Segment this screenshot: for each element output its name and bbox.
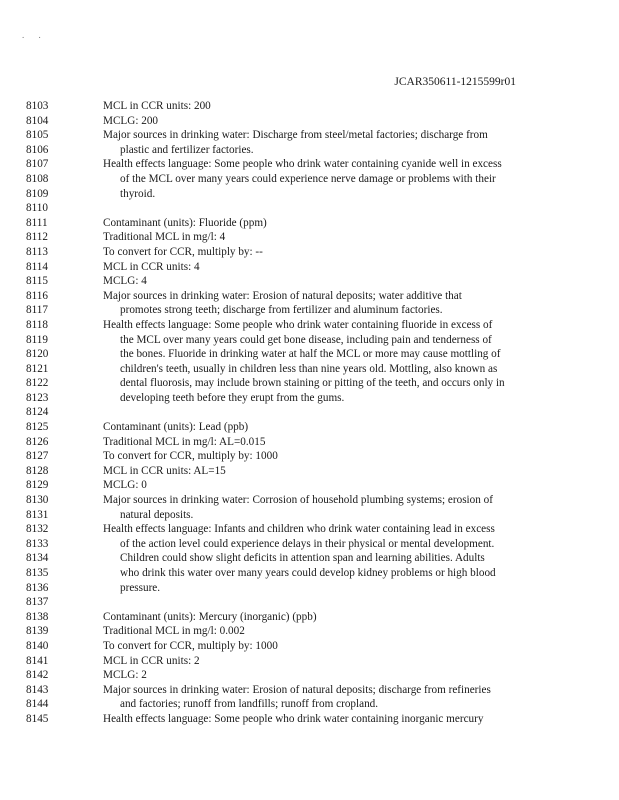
- text-line: [0, 318, 619, 333]
- text-line: [0, 289, 619, 304]
- line-number: 8114: [26, 260, 48, 273]
- line-number: 8103: [26, 100, 49, 112]
- line-number: 8122: [26, 377, 49, 390]
- text-line: [0, 391, 619, 406]
- text-line: [0, 668, 619, 683]
- line-number: 8144: [26, 698, 49, 711]
- text-line: [0, 333, 619, 348]
- line-text: Health effects language: Some people who drink water containing cyanide well in excess: [103, 158, 502, 171]
- text-line: [0, 157, 619, 172]
- line-text: of the MCL over many years could experience nerve damage or problems with their: [120, 172, 496, 185]
- text-line: [0, 187, 619, 202]
- line-text: MCLG: 4: [103, 275, 147, 288]
- text-line: [0, 639, 619, 654]
- line-text: Health effects language: Some people who drink water containing fluoride in excess of: [103, 318, 493, 331]
- line-number: 8140: [26, 639, 49, 652]
- line-text: To convert for CCR, multiply by: --: [103, 245, 263, 258]
- text-line: [0, 128, 619, 143]
- line-text: Major sources in drinking water: Erosion of natural deposits; water additive that: [103, 289, 462, 302]
- text-line: [0, 143, 619, 158]
- text-line: [0, 478, 619, 493]
- text-line: [0, 274, 619, 289]
- line-number: 8137: [26, 596, 49, 609]
- line-text: MCLG: 200: [103, 114, 159, 127]
- text-line: [0, 405, 619, 420]
- text-line: [0, 566, 619, 581]
- line-text: Health effects language: Infants and children who drink water containing lead in excess: [103, 523, 495, 536]
- line-number: 8127: [26, 450, 49, 463]
- line-text: the MCL over many years could get bone disease, including pain and tenderness of: [120, 333, 492, 346]
- text-line: [0, 99, 619, 114]
- line-text: children's teeth, usually in children less than nine years old. Mottling, also known as: [120, 362, 498, 375]
- line-number: 8113: [26, 245, 48, 258]
- line-number: 8139: [26, 625, 49, 638]
- line-text: Major sources in drinking water: Discharge from steel/metal factories; discharge from: [103, 129, 488, 142]
- line-number: 8123: [26, 391, 49, 404]
- line-number: 8130: [26, 494, 49, 507]
- line-text: MCL in CCR units: 4: [103, 260, 200, 273]
- text-line: [0, 493, 619, 508]
- line-text: To convert for CCR, multiply by: 1000: [103, 639, 278, 652]
- line-number: 8104: [26, 114, 49, 127]
- line-text: MCLG: 0: [103, 479, 147, 492]
- line-text: natural deposits.: [120, 508, 194, 521]
- line-number: 8124: [26, 406, 49, 419]
- line-text: Contaminant (units): Lead (ppb): [103, 421, 249, 434]
- text-line: [0, 610, 619, 625]
- line-number: 8118: [26, 318, 48, 331]
- line-number: 8109: [26, 187, 49, 200]
- text-line: [0, 303, 619, 318]
- text-line: [0, 435, 619, 450]
- line-number: 8134: [26, 552, 49, 565]
- text-line: [0, 654, 619, 669]
- line-text: the bones. Fluoride in drinking water at half the MCL or more may cause mottling of: [120, 348, 501, 361]
- line-number: 8136: [26, 581, 49, 594]
- line-text: who drink this water over many years could develop kidney problems or high blood: [120, 567, 496, 579]
- line-text: MCL in CCR units: AL=15: [103, 464, 226, 477]
- line-text: developing teeth before they erupt from the gums.: [120, 391, 345, 404]
- line-number: 8115: [26, 275, 48, 288]
- line-text: Traditional MCL in mg/l: AL=0.015: [103, 435, 266, 448]
- text-line: [0, 201, 619, 216]
- line-number: 8110: [26, 202, 48, 215]
- text-line: [0, 347, 619, 362]
- text-line: [0, 595, 619, 610]
- text-line: [0, 260, 619, 275]
- line-number: 8125: [26, 421, 49, 434]
- text-line: [0, 522, 619, 537]
- line-number: 8119: [26, 333, 48, 346]
- text-line: [0, 376, 619, 391]
- line-text: Contaminant (units): Fluoride (ppm): [103, 216, 267, 229]
- line-text: promotes strong teeth; discharge from fertilizer and aluminum factories.: [120, 304, 443, 317]
- line-number: 8117: [26, 304, 48, 317]
- line-number: 8128: [26, 464, 49, 477]
- line-number: 8142: [26, 669, 49, 682]
- line-number: 8108: [26, 172, 49, 185]
- corner-mark: . .: [22, 30, 47, 40]
- text-line: [0, 683, 619, 698]
- document-body: [0, 99, 619, 727]
- text-line: [0, 712, 619, 727]
- line-text: To convert for CCR, multiply by: 1000: [103, 450, 278, 463]
- line-number: 8138: [26, 610, 49, 623]
- line-text: MCLG: 2: [103, 669, 147, 682]
- line-text: Major sources in drinking water: Erosion of natural deposits; discharge from refineries: [103, 683, 491, 696]
- line-number: 8126: [26, 435, 49, 448]
- text-line: [0, 230, 619, 245]
- text-line: [0, 537, 619, 552]
- line-number: 8120: [26, 348, 49, 361]
- text-line: [0, 172, 619, 187]
- line-number: 8106: [26, 143, 49, 156]
- line-number: 8112: [26, 231, 48, 244]
- line-number: 8143: [26, 683, 49, 696]
- line-text: of the action level could experience delays in their physical or mental development.: [120, 537, 495, 550]
- text-line: [0, 551, 619, 566]
- text-line: [0, 508, 619, 523]
- line-number: 8132: [26, 523, 49, 536]
- line-number: 8107: [26, 158, 49, 171]
- line-text: MCL in CCR units: 200: [103, 100, 211, 112]
- text-line: [0, 216, 619, 231]
- line-text: Contaminant (units): Mercury (inorganic) (ppb): [103, 610, 317, 623]
- line-text: thyroid.: [120, 187, 156, 200]
- text-line: [0, 114, 619, 129]
- text-line: [0, 697, 619, 712]
- line-number: 8141: [26, 654, 49, 667]
- line-number: 8121: [26, 362, 49, 375]
- text-line: [0, 362, 619, 377]
- line-text: and factories; runoff from landfills; runoff from cropland.: [120, 698, 379, 711]
- line-number: 8111: [26, 216, 48, 229]
- line-text: pressure.: [120, 581, 161, 594]
- text-line: [0, 245, 619, 260]
- line-text: Children could show slight deficits in attention span and learning abilities. Adults: [120, 552, 485, 565]
- line-number: 8145: [26, 712, 49, 725]
- line-number: 8129: [26, 479, 49, 492]
- text-line: [0, 420, 619, 435]
- line-text: Major sources in drinking water: Corrosion of household plumbing systems; erosion of: [103, 494, 493, 507]
- line-number: 8133: [26, 537, 49, 550]
- text-line: [0, 449, 619, 464]
- line-text: MCL in CCR units: 2: [103, 654, 200, 667]
- text-line: [0, 581, 619, 596]
- text-line: [0, 464, 619, 479]
- line-text: dental fluorosis, may include brown staining or pitting of the teeth, and occurs only in: [120, 377, 505, 390]
- line-text: Traditional MCL in mg/l: 4: [103, 231, 226, 244]
- line-number: 8105: [26, 129, 49, 142]
- document-id: JCAR350611-1215599r01: [394, 76, 516, 88]
- text-line: [0, 624, 619, 639]
- line-text: Health effects language: Some people who drink water containing inorganic mercury: [103, 712, 484, 725]
- line-text: Traditional MCL in mg/l: 0.002: [103, 625, 245, 638]
- line-number: 8135: [26, 567, 49, 579]
- line-number: 8116: [26, 289, 48, 302]
- line-number: 8131: [26, 508, 49, 521]
- line-text: plastic and fertilizer factories.: [120, 143, 254, 156]
